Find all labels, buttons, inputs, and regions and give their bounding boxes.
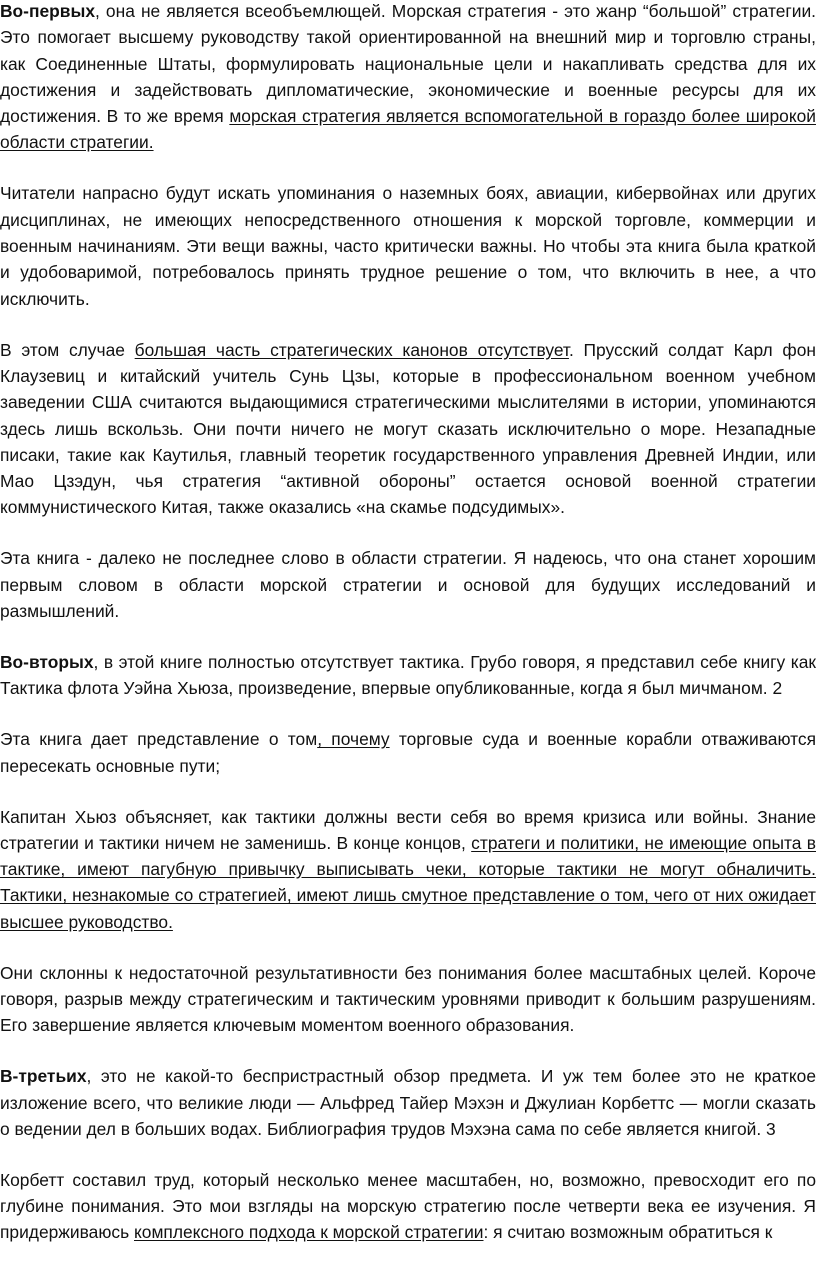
- paragraph-1: [0, 0, 816, 156]
- paragraph-text: торговые суда и военные корабли отваживаются пересекать основные пути;: [0, 729, 816, 776]
- paragraph-text: . Прусский солдат Карл фон Клаузевиц и китайский учитель Сунь Цзы, которые в профессиональном военном учебном заведении США считаются выдающимися стратегическими мыслителями в истории, упоминаются здесь лишь вскользь. Они почти ничего не могут сказать исключительно о море. Незападные писаки, такие как Каутилья, главный теоретик государственного управления Древней Индии, или Мао Цзэдун, чья стратегия “активной обороны” остается основой военной стратегии коммунистического Китая, также оказались «на скамье подсудимых».: [0, 339, 816, 518]
- lead-term-second: Во-вторых: [0, 651, 94, 672]
- paragraph-text: Эта книга дает представление о том: [0, 729, 318, 750]
- paragraph-9: [0, 1063, 816, 1142]
- underlined-phrase: большая часть стратегических канонов отсутствует: [134, 339, 569, 360]
- lead-term-first: Во-первых: [0, 1, 95, 21]
- paragraph-3: [0, 337, 816, 521]
- paragraph-text: Капитан Хьюз объясняет, как тактики должны вести себя во время кризиса или войны. Знание стратегии и тактики ничем не заменишь. В конце концов,: [0, 806, 816, 853]
- paragraph-6: [0, 726, 816, 779]
- paragraph-2: [0, 180, 816, 311]
- paragraph-text: Корбетт составил труд, который несколько менее масштабен, но, возможно, превосходит его по глубине понимания. Это мои взгляды на морскую стратегию после четверти века ее изучения. Я придерживаюсь: [0, 1169, 816, 1243]
- paragraph-text: Они склонны к недостаточной результативности без понимания более масштабных целей. Короче говоря, разрыв между стратегическим и тактическим уровнями приводит к большим разрушениям. Его завершение является ключевым моментом военного образования.: [0, 962, 816, 1036]
- underlined-phrase: , почему: [317, 729, 390, 750]
- paragraph-4: [0, 545, 816, 624]
- paragraph-text: Читатели напрасно будут искать упоминания о наземных боях, авиации, кибервойнах или других дисциплинах, не имеющих непосредственного отношения к морской торговле, коммерции и военным начинаниям. Эти вещи важны, часто критически важны. Но чтобы эта книга была краткой и удобоваримой, потребовалось принять трудное решение о том, что включить в нее, а что исключить.: [0, 183, 816, 309]
- paragraph-text: , она не является всеобъемлющей. Морская стратегия - это жанр “большой” стратегии. Это помогает высшему руководству такой ориентированной на внешний мир и торговлю страны, как Соединенные Штаты, формулировать национальные цели и накапливать средства для их достижения и задействовать дипломатические, экономические и военные ресурсы для их достижения. В то же время: [0, 1, 816, 127]
- paragraph-text: , в этой книге полностью отсутствует тактика. Грубо говоря, я представил себе книгу как Тактика флота Уэйна Хьюза, произведение, впервые опубликованные, когда я был мичманом. 2: [0, 651, 816, 699]
- paragraph-10: [0, 1167, 816, 1246]
- paragraph-text: Эта книга - далеко не последнее слово в области стратегии. Я надеюсь, что она станет хорошим первым словом в области морской стратегии и основой для будущих исследований и размышлений.: [0, 548, 816, 621]
- underlined-phrase: комплексного подхода к морской стратегии: [134, 1222, 484, 1243]
- paragraph-8: [0, 960, 816, 1039]
- paragraph-text: В этом случае: [0, 339, 135, 360]
- lead-term-third: В-третьих: [0, 1066, 87, 1087]
- paragraph-5: [0, 649, 816, 702]
- underlined-phrase: стратеги и политики, не имеющие опыта в тактике, имеют пагубную привычку выписывать чеки, которые тактики не могут обналичить. Тактики, незнакомые со стратегией, имеют лишь смутное представление о том, чего от них ожидает высшее руководство.: [0, 832, 816, 932]
- paragraph-text: , это не какой-то беспристрастный обзор предмета. И уж тем более это не краткое изложение всего, что великие люди — Альфред Тайер Мэхэн и Джулиан Корбеттс — могли сказать о ведении дел в больших водах. Библиография трудов Мэхэна сама по себе является книгой. 3: [0, 1066, 816, 1139]
- underlined-phrase: морская стратегия является вспомогательной в гораздо более широкой области стратегии.: [0, 106, 816, 153]
- paragraph-7: [0, 804, 816, 935]
- paragraph-text: : я считаю возможным обратиться к: [483, 1222, 773, 1243]
